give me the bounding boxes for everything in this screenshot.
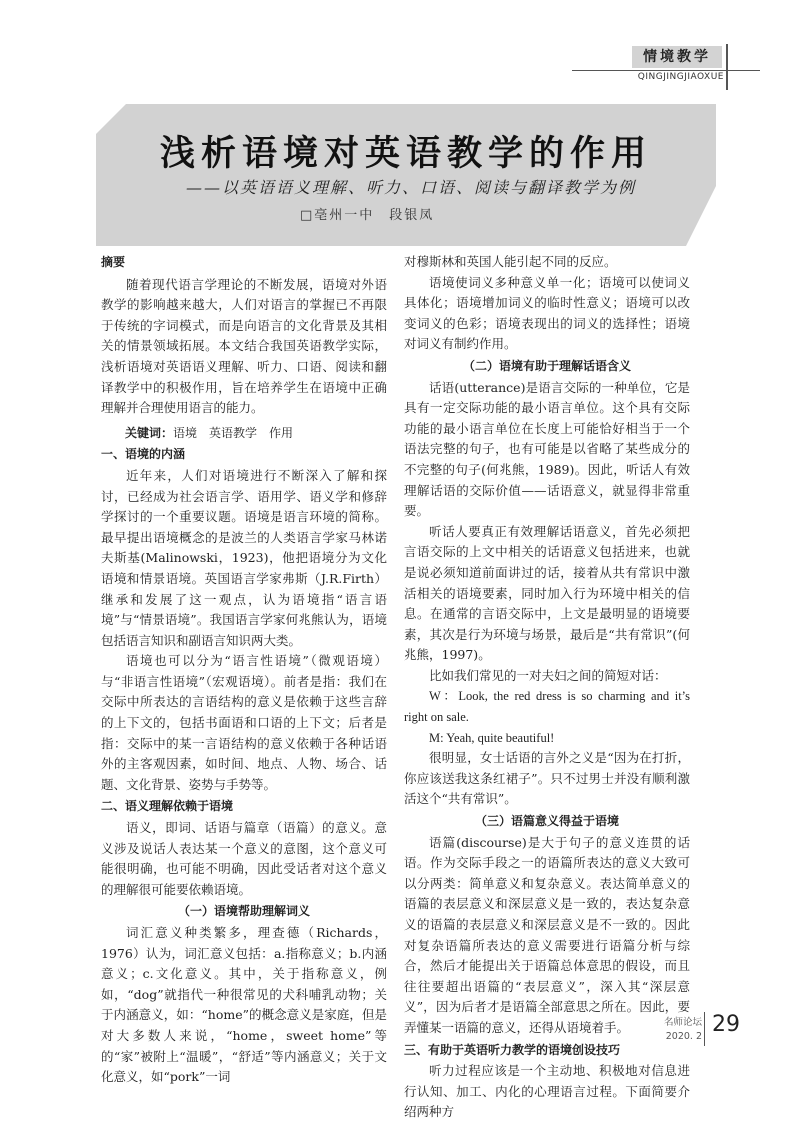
dialog-line-woman: W：Look, the red dress is so charming and it’s right on sale. [404,689,690,725]
abstract-text: 随着现代语言学理论的不断发展，语境对外语教学的影响越来越大，人们对语言的掌握已不再限于传统的字词模式，而是向语言的文化背景及其相关的情景领域拓展。本文结合我国英语教学实际，浅析语境对英语语义理解、听力、口语、阅读和翻译教学中的积极作用，旨在培养学生在语境中正确理解并合理使用语言的能力。 [101,276,387,416]
paragraph: 词汇意义种类繁多，理查德（Richards，1976）认为，词汇意义包括：a.指称意义；b.内涵意义；c.文化意义。其中，关于指称意义，例如，“dog”就指代一种很常见的犬科哺乳动物；关于内涵意义，如：“home”的概念意义是家庭，但是对大多数人来说，“home，sweet home”等的“家”被附上“温暖”，“舒适”等内涵意义；关于文化意义，如“pork”一词 [101,925,387,1085]
article-author: □亳州一中 段银凤 [300,208,435,223]
left-column [101,252,387,1088]
section-pinyin: QINGJINGJIAOXUE [637,72,724,82]
section-heading-2: 二、语义理解依赖于语境 [101,799,234,814]
paragraph: 听话人要真正有效理解话语意义，首先必须把言语交际的上文中相关的话语意义包括进来，也就是说必须知道前面讲过的话，接着从共有常识中激活相关的语境要素，同时加入行为环境中相关的信息。在通常的言语交际中，上文是最明显的语境要素，其次是行为环境与场景，最后是“共有常识”(何兆熊，1997)。 [404,523,690,663]
paragraph: 很明显，女士话语的言外之义是“因为在打折，你应该送我这条红裙子”。只不过男士并没有顺利激活这个“共有常识”。 [404,750,690,807]
subsection-heading: （三）语篇意义得益于语境 [474,814,619,829]
paragraph: 语境使词义多种意义单一化；语境可以使词义具体化；语境增加词义的临时性意义；语境可以改变词义的色彩；语境表现出的词义的选择性；语境对词义有制约作用。 [404,274,690,352]
abstract-heading: 摘要 [101,255,126,269]
section-heading-1: 一、语境的内涵 [101,447,186,462]
page-number: 29 [712,1012,740,1037]
dialog-line-man: M: Yeah, quite beautiful! [429,730,555,745]
footer-issue: 2020. 2 [665,1031,702,1042]
right-column [404,252,690,1123]
subsection-heading: （一）语境帮助理解词义 [177,904,310,919]
paragraph: 近年来，人们对语境进行不断深入了解和探讨，已经成为社会语言学、语用学、语义学和修辞学探讨的一个重要议题。语境是语言环境的简称。最早提出语境概念的是波兰的人类语言学家马林诺夫斯基(Malinowski，1923)，他把语境分为文化语境和情景语境。英国语言学家弗斯（J.R.Firth）继承和发展了这一观点，认为语境指“语言语境”与“情景语境”。我国语言学家何兆熊认为，语境包括语言知识和副语言知识两大类。 [101,467,387,648]
header-divider-vertical [726,44,728,90]
paragraph: 语篇(discourse)是大于句子的意义连贯的话语。作为交际手段之一的语篇所表达的意义大致可以分两类：简单意义和复杂意义。表达简单意义的语篇的表层意义和深层意义是一致的，表达复杂意义的语篇的表层意义和深层意义是不一致的。因此对复杂语篇所表达的意义需要进行语篇分析与综合，然后才能提出关于语篇总体意思的假设，而且往往要超出语篇的“表层意义”，深入其“深层意义”，因为后者才是语篇全部意思之所在。因此，要弄懂某一语篇的意义，还得从语境着手。 [404,834,690,1035]
footer-divider [704,1012,705,1046]
section-tag: 情境教学 [632,46,722,68]
paragraph: 对穆斯林和英国人能引起不同的反应。 [404,254,617,269]
article-subtitle: ——以英语语义理解、听力、口语、阅读与翻译教学为例 [185,178,636,197]
header-divider-horizontal [572,70,760,71]
paragraph: 语境也可以分为“语言性语境”（微观语境）与“非语言性语境”（宏观语境）。前者是指：我们在交际中所表达的言语结构的意义是依赖于这些言辞的上下文的，包括书面语和口语的上下文；后者是指：交际中的某一言语结构的意义依赖于各种话语外的主客观因素，如时间、地点、人物、场合、话题、文化背景、姿势与手势等。 [101,653,387,792]
keywords-label: 关键词： [125,425,174,440]
footer-source [640,1016,702,1044]
keywords-text: 语境 英语教学 作用 [173,425,294,440]
keywords [101,423,387,444]
article-title: 浅析语境对英语教学的作用 [159,134,652,174]
paragraph: 话语(utterance)是语言交际的一种单位，它是具有一定交际功能的最小语言单位。这个具有交际功能的最小语言单位在长度上可能恰好相当于一个语法完整的句子，也有可能是以省略了某些成分的不完整的句子(何兆熊，1989)。因此，听话人有效理解话语的交际价值——话语意义，就显得非常重要。 [404,379,690,519]
footer-journal: 名师论坛 [663,1017,702,1028]
paragraph: 语义，即词、话语与篇章（语篇）的意义。意义涉及说话人表达某一个意义的意图，这个意义可能很明确，也可能不明确，因此受话者对这个意义的理解很可能要依赖语境。 [101,820,387,897]
section-heading-3: 三、有助于英语听力教学的语境创设技巧 [404,1042,621,1057]
paragraph: 比如我们常见的一对夫妇之间的简短对话： [429,667,667,683]
paragraph: 听力过程应该是一个主动地、积极地对信息进行认知、加工、内化的心理语言过程。下面简要介绍两种方 [404,1063,690,1120]
subsection-heading: （二）语境有助于理解话语含义 [462,358,631,373]
